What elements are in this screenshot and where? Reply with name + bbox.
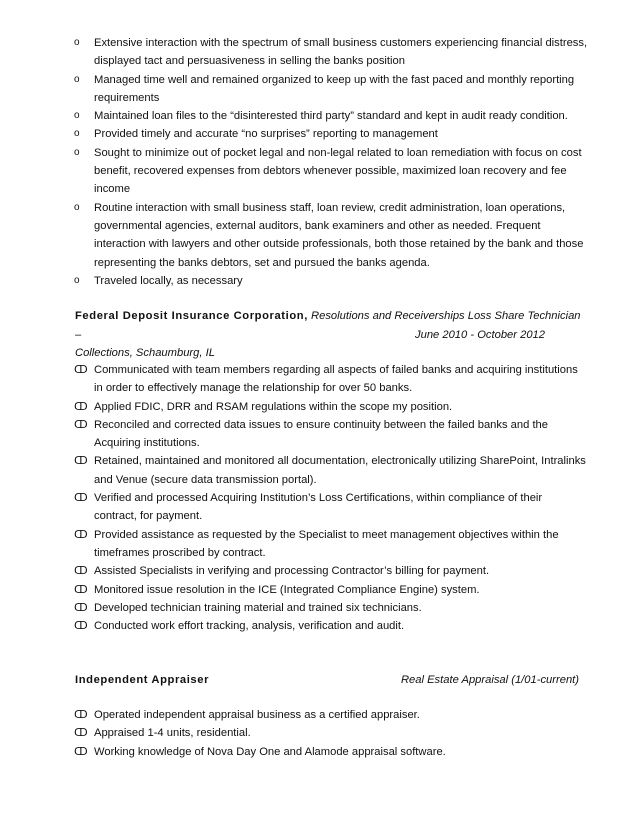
list-item-text: Extensive interaction with the spectrum of small business customers experiencing financial distress, displayed tact and persuasiveness in selling the banks position xyxy=(94,37,588,68)
hollow-bullet-icon: o xyxy=(74,128,80,140)
list-item xyxy=(0,272,638,290)
list-item xyxy=(0,107,638,125)
list-item xyxy=(0,34,638,71)
list-item xyxy=(0,599,638,617)
job-location-line xyxy=(75,344,585,363)
split-circle-bullet-icon: ↀ xyxy=(74,565,88,578)
employer-name: Independent Appraiser xyxy=(75,674,210,686)
list-item-text: Provided timely and accurate “no surprises” reporting to management xyxy=(94,128,438,141)
employer-name: Federal Deposit Insurance Corporation, xyxy=(75,310,308,322)
list-item-text: Maintained loan files to the “disinterested third party” standard and kept in audit ready condition. xyxy=(94,110,568,123)
job-dates: June 2010 - October 2012 xyxy=(415,328,545,341)
list-item xyxy=(0,125,638,143)
duties-list-fdic xyxy=(0,361,638,635)
split-circle-bullet-icon: ↀ xyxy=(74,418,88,431)
job-heading-fdic xyxy=(75,307,585,363)
list-item-text: Traveled locally, as necessary xyxy=(94,274,243,287)
duties-list-appraiser xyxy=(0,706,638,761)
list-item-text: Applied FDIC, DRR and RSAM regulations within the scope my position. xyxy=(94,400,453,413)
list-item xyxy=(0,489,638,526)
list-item xyxy=(0,361,638,398)
split-circle-bullet-icon: ↀ xyxy=(74,620,88,633)
list-item-text: Sought to minimize out of pocket legal and non-legal related to loan remediation with focus on cost benefit, recovered expenses from debtors whenever possible, maximized loan recovery and fee income xyxy=(94,146,582,196)
split-circle-bullet-icon: ↀ xyxy=(74,745,88,758)
hollow-bullet-icon: o xyxy=(74,110,80,122)
list-item-text: Reconciled and corrected data issues to ensure continuity between the failed banks and the Acquiring institutions. xyxy=(94,418,549,450)
hollow-bullet-icon: o xyxy=(74,201,80,213)
duties-list-previous-role xyxy=(0,34,638,290)
split-circle-bullet-icon: ↀ xyxy=(74,528,88,541)
list-item xyxy=(0,416,638,453)
hollow-bullet-icon: o xyxy=(74,73,80,85)
hollow-bullet-icon: o xyxy=(74,274,80,286)
list-item-text: Retained, maintained and monitored all documentation, electronically utilizing SharePoint, Intralinks and Venue (secure data transmission portal). xyxy=(94,455,586,486)
list-item-text: Operated independent appraisal business as a certified appraiser. xyxy=(94,709,420,721)
list-item-text: Appraised 1-4 units, residential. xyxy=(94,727,251,740)
job-location: Collections, Schaumburg, IL xyxy=(75,347,215,359)
list-item xyxy=(0,706,638,724)
list-item-text: Assisted Specialists in verifying and processing Contractor’s billing for payment. xyxy=(94,565,490,578)
list-item xyxy=(0,71,638,108)
split-circle-bullet-icon: ↀ xyxy=(74,492,88,505)
list-item-text: Provided assistance as requested by the Specialist to meet management objectives within the timeframes proscribed by contract. xyxy=(94,528,559,559)
job-heading-appraiser xyxy=(75,671,585,690)
hollow-bullet-icon: o xyxy=(74,146,80,158)
list-item xyxy=(0,617,638,635)
list-item-text: Working knowledge of Nova Day One and Alamode appraisal software. xyxy=(94,745,446,758)
job-dates: Real Estate Appraisal (1/01-current) xyxy=(400,674,579,686)
split-circle-bullet-icon: ↀ xyxy=(74,727,88,740)
list-item-text: Developed technician training material and trained six technicians. xyxy=(94,601,422,614)
list-item xyxy=(0,199,638,272)
list-item xyxy=(0,144,638,199)
list-item xyxy=(0,724,638,742)
list-item-text: Communicated with team members regarding all aspects of failed banks and acquiring institutions in order to effectively manage the relationship for over 50 banks. xyxy=(94,364,578,395)
split-circle-bullet-icon: ↀ xyxy=(74,400,88,413)
list-item-text: Managed time well and remained organized to keep up with the fast paced and monthly reporting requirements xyxy=(94,73,575,104)
split-circle-bullet-icon: ↀ xyxy=(74,583,88,596)
list-item xyxy=(0,452,638,489)
list-item xyxy=(0,743,638,761)
split-circle-bullet-icon: ↀ xyxy=(74,601,88,614)
split-circle-bullet-icon: ↀ xyxy=(74,455,88,468)
list-item-text: Verified and processed Acquiring Institution’s Loss Certifications, within compliance of their contract, for payment. xyxy=(94,492,543,523)
list-item xyxy=(0,398,638,416)
job-role: Resolutions and Receiverships Loss Share Technician – xyxy=(75,310,581,341)
list-item xyxy=(0,581,638,599)
split-circle-bullet-icon: ↀ xyxy=(74,709,88,721)
split-circle-bullet-icon: ↀ xyxy=(74,364,88,376)
list-item-text: Monitored issue resolution in the ICE (Integrated Compliance Engine) system. xyxy=(94,583,480,596)
list-item xyxy=(0,526,638,563)
list-item-text: Routine interaction with small business staff, loan review, credit administration, loan operations, governmental agencies, external auditors, bank examiners and other as needed. Frequent interaction with lawyers and other outside professionals, both those retained by the bank and those representing the banks debtors, set and pursued the banks agenda. xyxy=(94,201,584,269)
hollow-bullet-icon: o xyxy=(74,37,80,48)
list-item xyxy=(0,562,638,580)
list-item-text: Conducted work effort tracking, analysis, verification and audit. xyxy=(94,620,405,633)
